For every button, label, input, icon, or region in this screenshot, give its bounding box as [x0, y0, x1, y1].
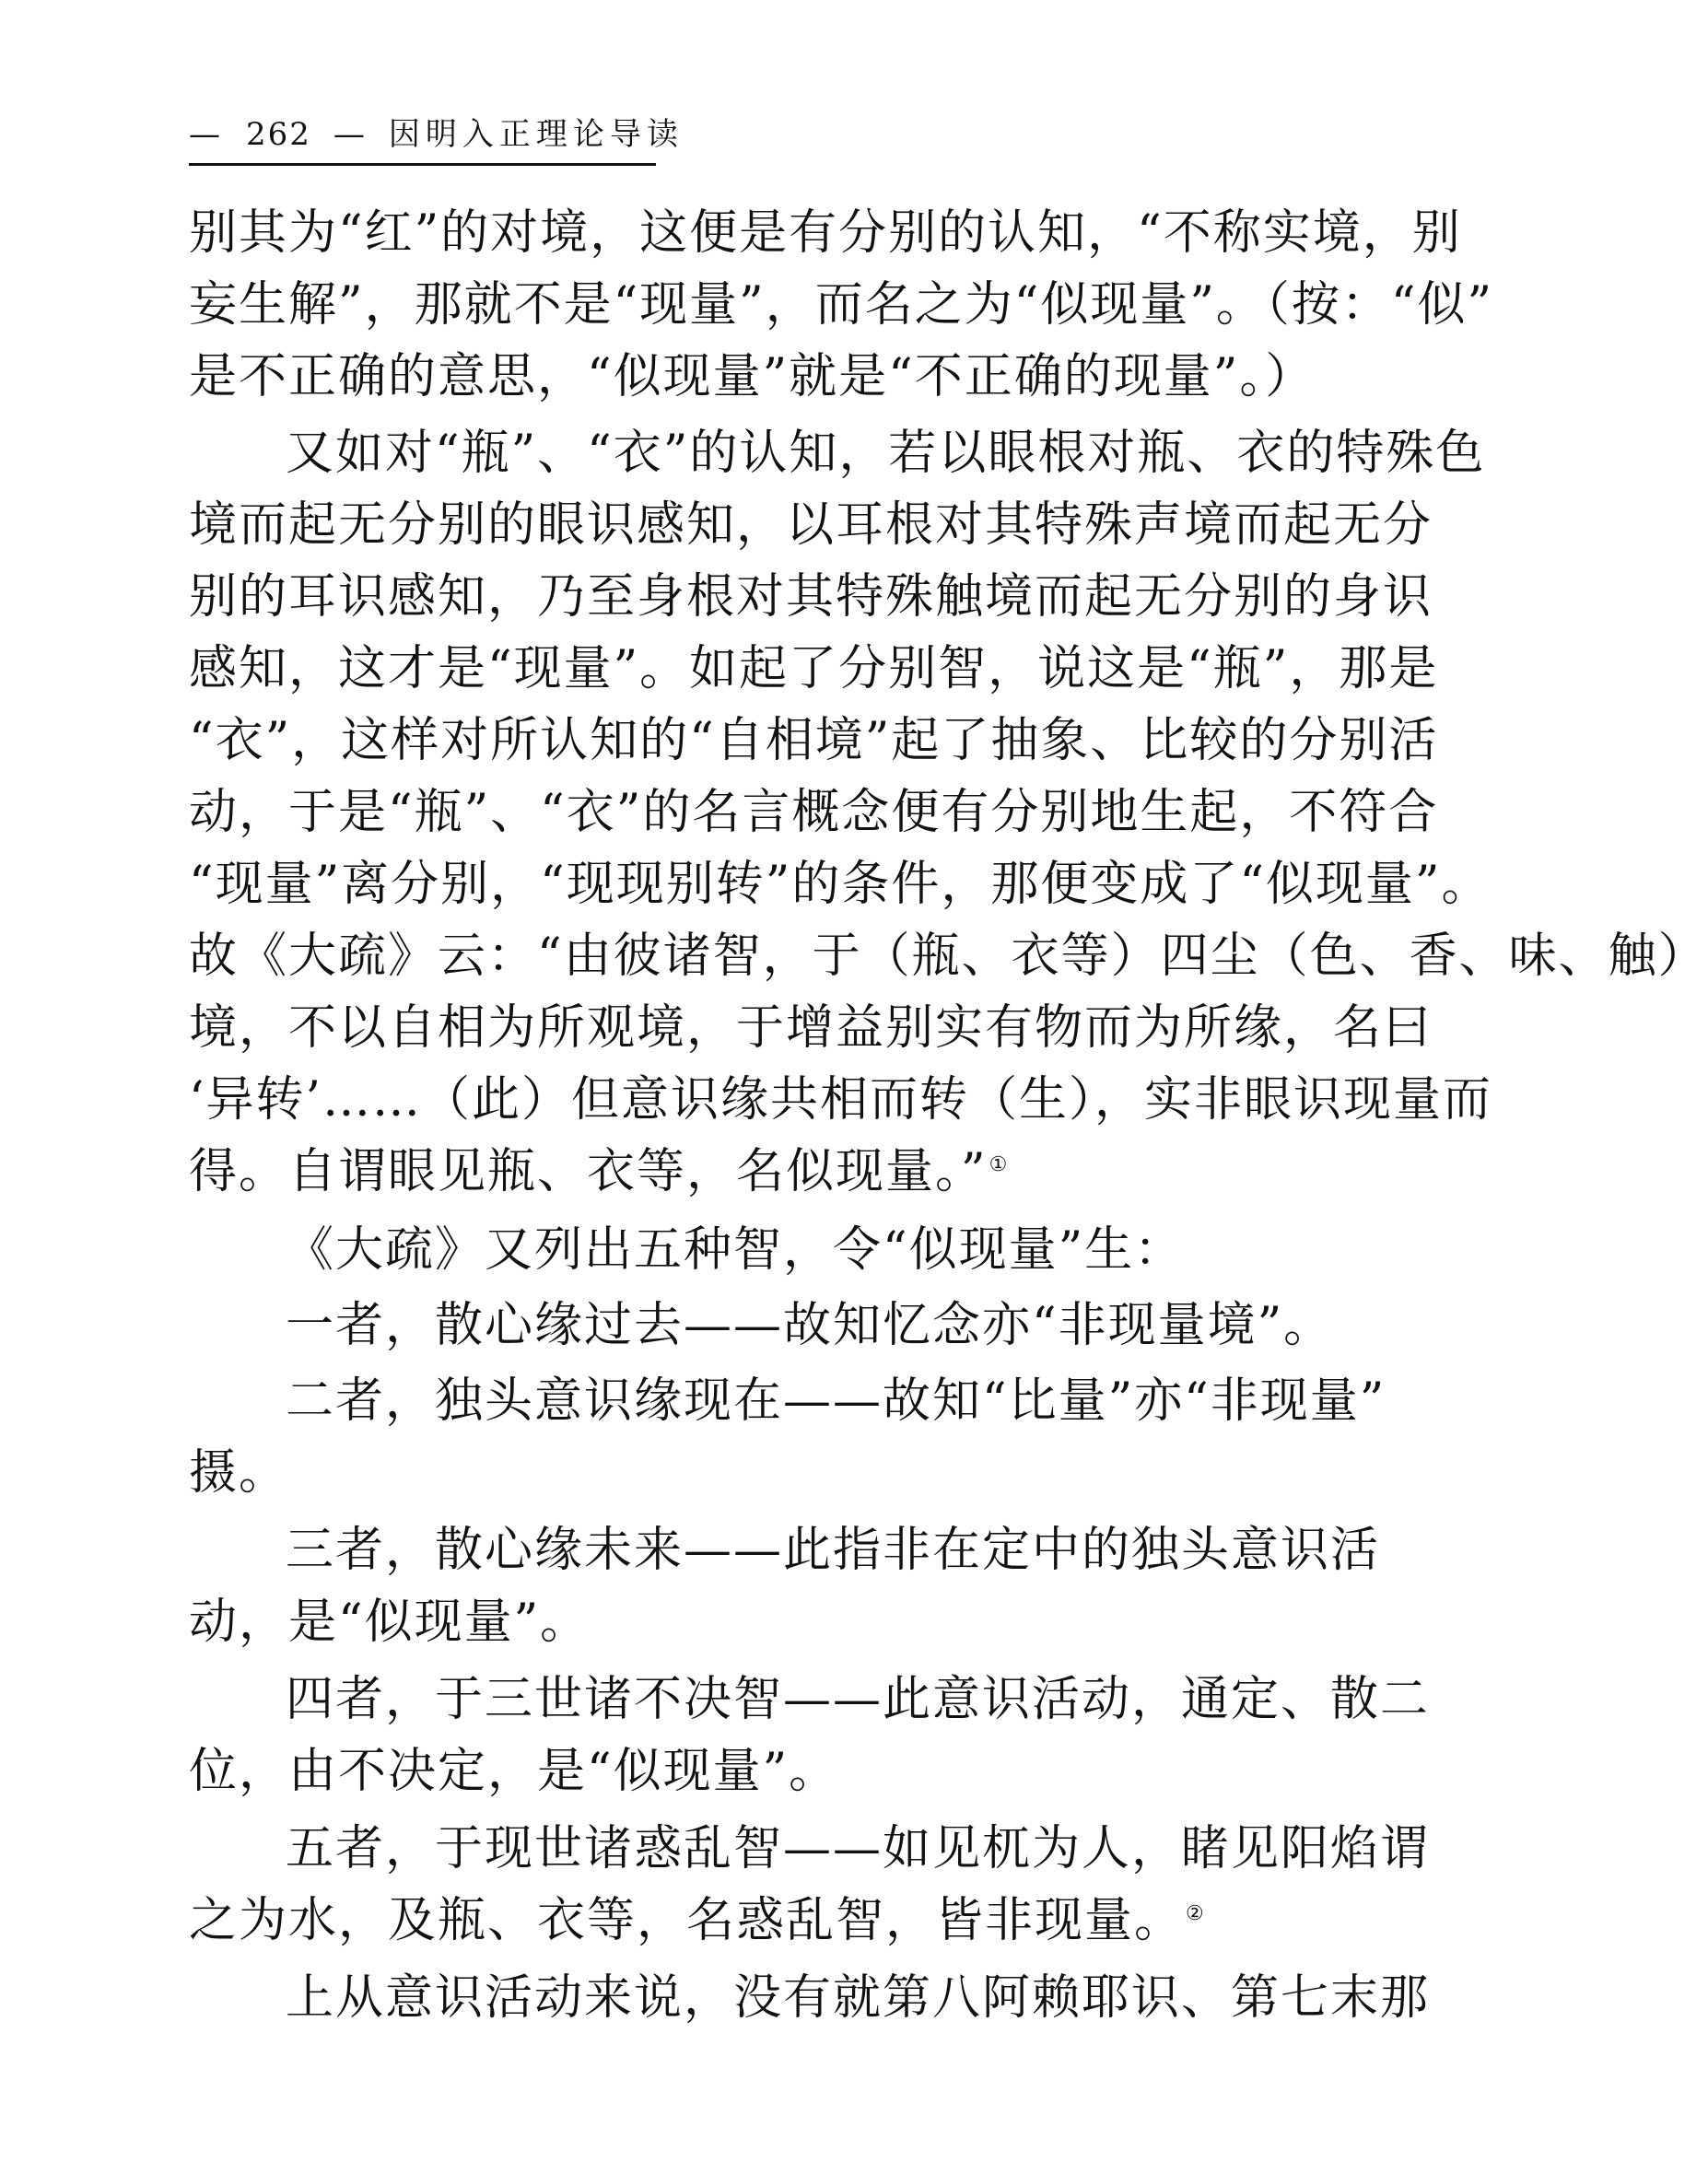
- text-line: 位，由不决定，是“似现量”。: [189, 1744, 839, 1799]
- text-line: 是不正确的意思，“似现量”就是“不正确的现量”。）: [189, 349, 1316, 404]
- text-line: 故《大疏》云：“由彼诸智，于（瓶、衣等）四尘（色、香、味、触）: [189, 929, 1708, 984]
- head-dash-left: —: [189, 116, 224, 153]
- text-line: 《大疏》又列出五种智，令“似现量”生：: [286, 1222, 1185, 1278]
- footnote-mark: ②: [1186, 1901, 1206, 1925]
- text-line: “衣”，这样对所认知的“自相境”起了抽象、比较的分别活: [189, 713, 1439, 768]
- text-line: “现量”离分别，“现现别转”的条件，那便变成了“似现量”。: [189, 857, 1492, 912]
- text-line: [189, 1139, 1009, 1204]
- text-line-content: 之为水，及瓶、衣等，名惑乱智，皆非现量。: [189, 1893, 1185, 1948]
- text-line: 境，不以自相为所观境，于增益别实有物而为所缘，名曰: [189, 1000, 1433, 1056]
- text-line: 三者，散心缘未来——此指非在定中的独头意识活: [286, 1523, 1381, 1578]
- text-line: 四者，于三世诸不决智——此意识活动，通定、散二: [286, 1672, 1431, 1727]
- text-line: 一者，散心缘过去——故知忆念亦“非现量境”。: [286, 1298, 1334, 1353]
- text-line: 感知，这才是“现量”。如起了分别智，说这是“瓶”，那是: [189, 641, 1439, 696]
- text-line: ‘异转’……（此）但意识缘共相而转（生），实非眼识现量而: [189, 1072, 1493, 1128]
- head-dash-right: —: [333, 116, 369, 153]
- text-line: 上从意识活动来说，没有就第八阿赖耶识、第七末那: [286, 1970, 1431, 2026]
- text-line: 妄生解”，那就不是“现量”，而名之为“似现量”。（按：“似”: [189, 277, 1494, 333]
- text-line-content: 得。自谓眼见瓶、衣等，名似现量。”: [189, 1144, 988, 1199]
- text-line: 别的耳识感知，乃至身根对其特殊触境而起无分别的身识: [189, 569, 1433, 625]
- running-head: [189, 109, 684, 154]
- text-line: 别其为“红”的对境，这便是有分别的认知，“不称实境，别: [189, 205, 1462, 261]
- footnote-mark: ①: [989, 1152, 1010, 1176]
- text-line: 摄。: [189, 1445, 289, 1501]
- text-line: 境而起无分别的眼识感知，以耳根对其特殊声境而起无分: [189, 497, 1433, 553]
- text-line: [189, 1888, 1206, 1953]
- text-line: 二者，独头意识缘现在——故知“比量”亦“非现量”: [286, 1373, 1386, 1429]
- text-line: 又如对“瓶”、“衣”的认知，若以眼根对瓶、衣的特殊色: [286, 426, 1486, 481]
- book-title: 因明入正理论导读: [388, 116, 684, 153]
- text-line: 动，于是“瓶”、“衣”的名言概念便有分别地生起，不符合: [189, 785, 1439, 840]
- header-rule: [189, 163, 656, 166]
- text-line: 动，是“似现量”。: [189, 1595, 591, 1650]
- page-number: 262: [246, 116, 311, 153]
- text-line: 五者，于现世诸惑乱智——如见杌为人，睹见阳焰谓: [286, 1821, 1431, 1876]
